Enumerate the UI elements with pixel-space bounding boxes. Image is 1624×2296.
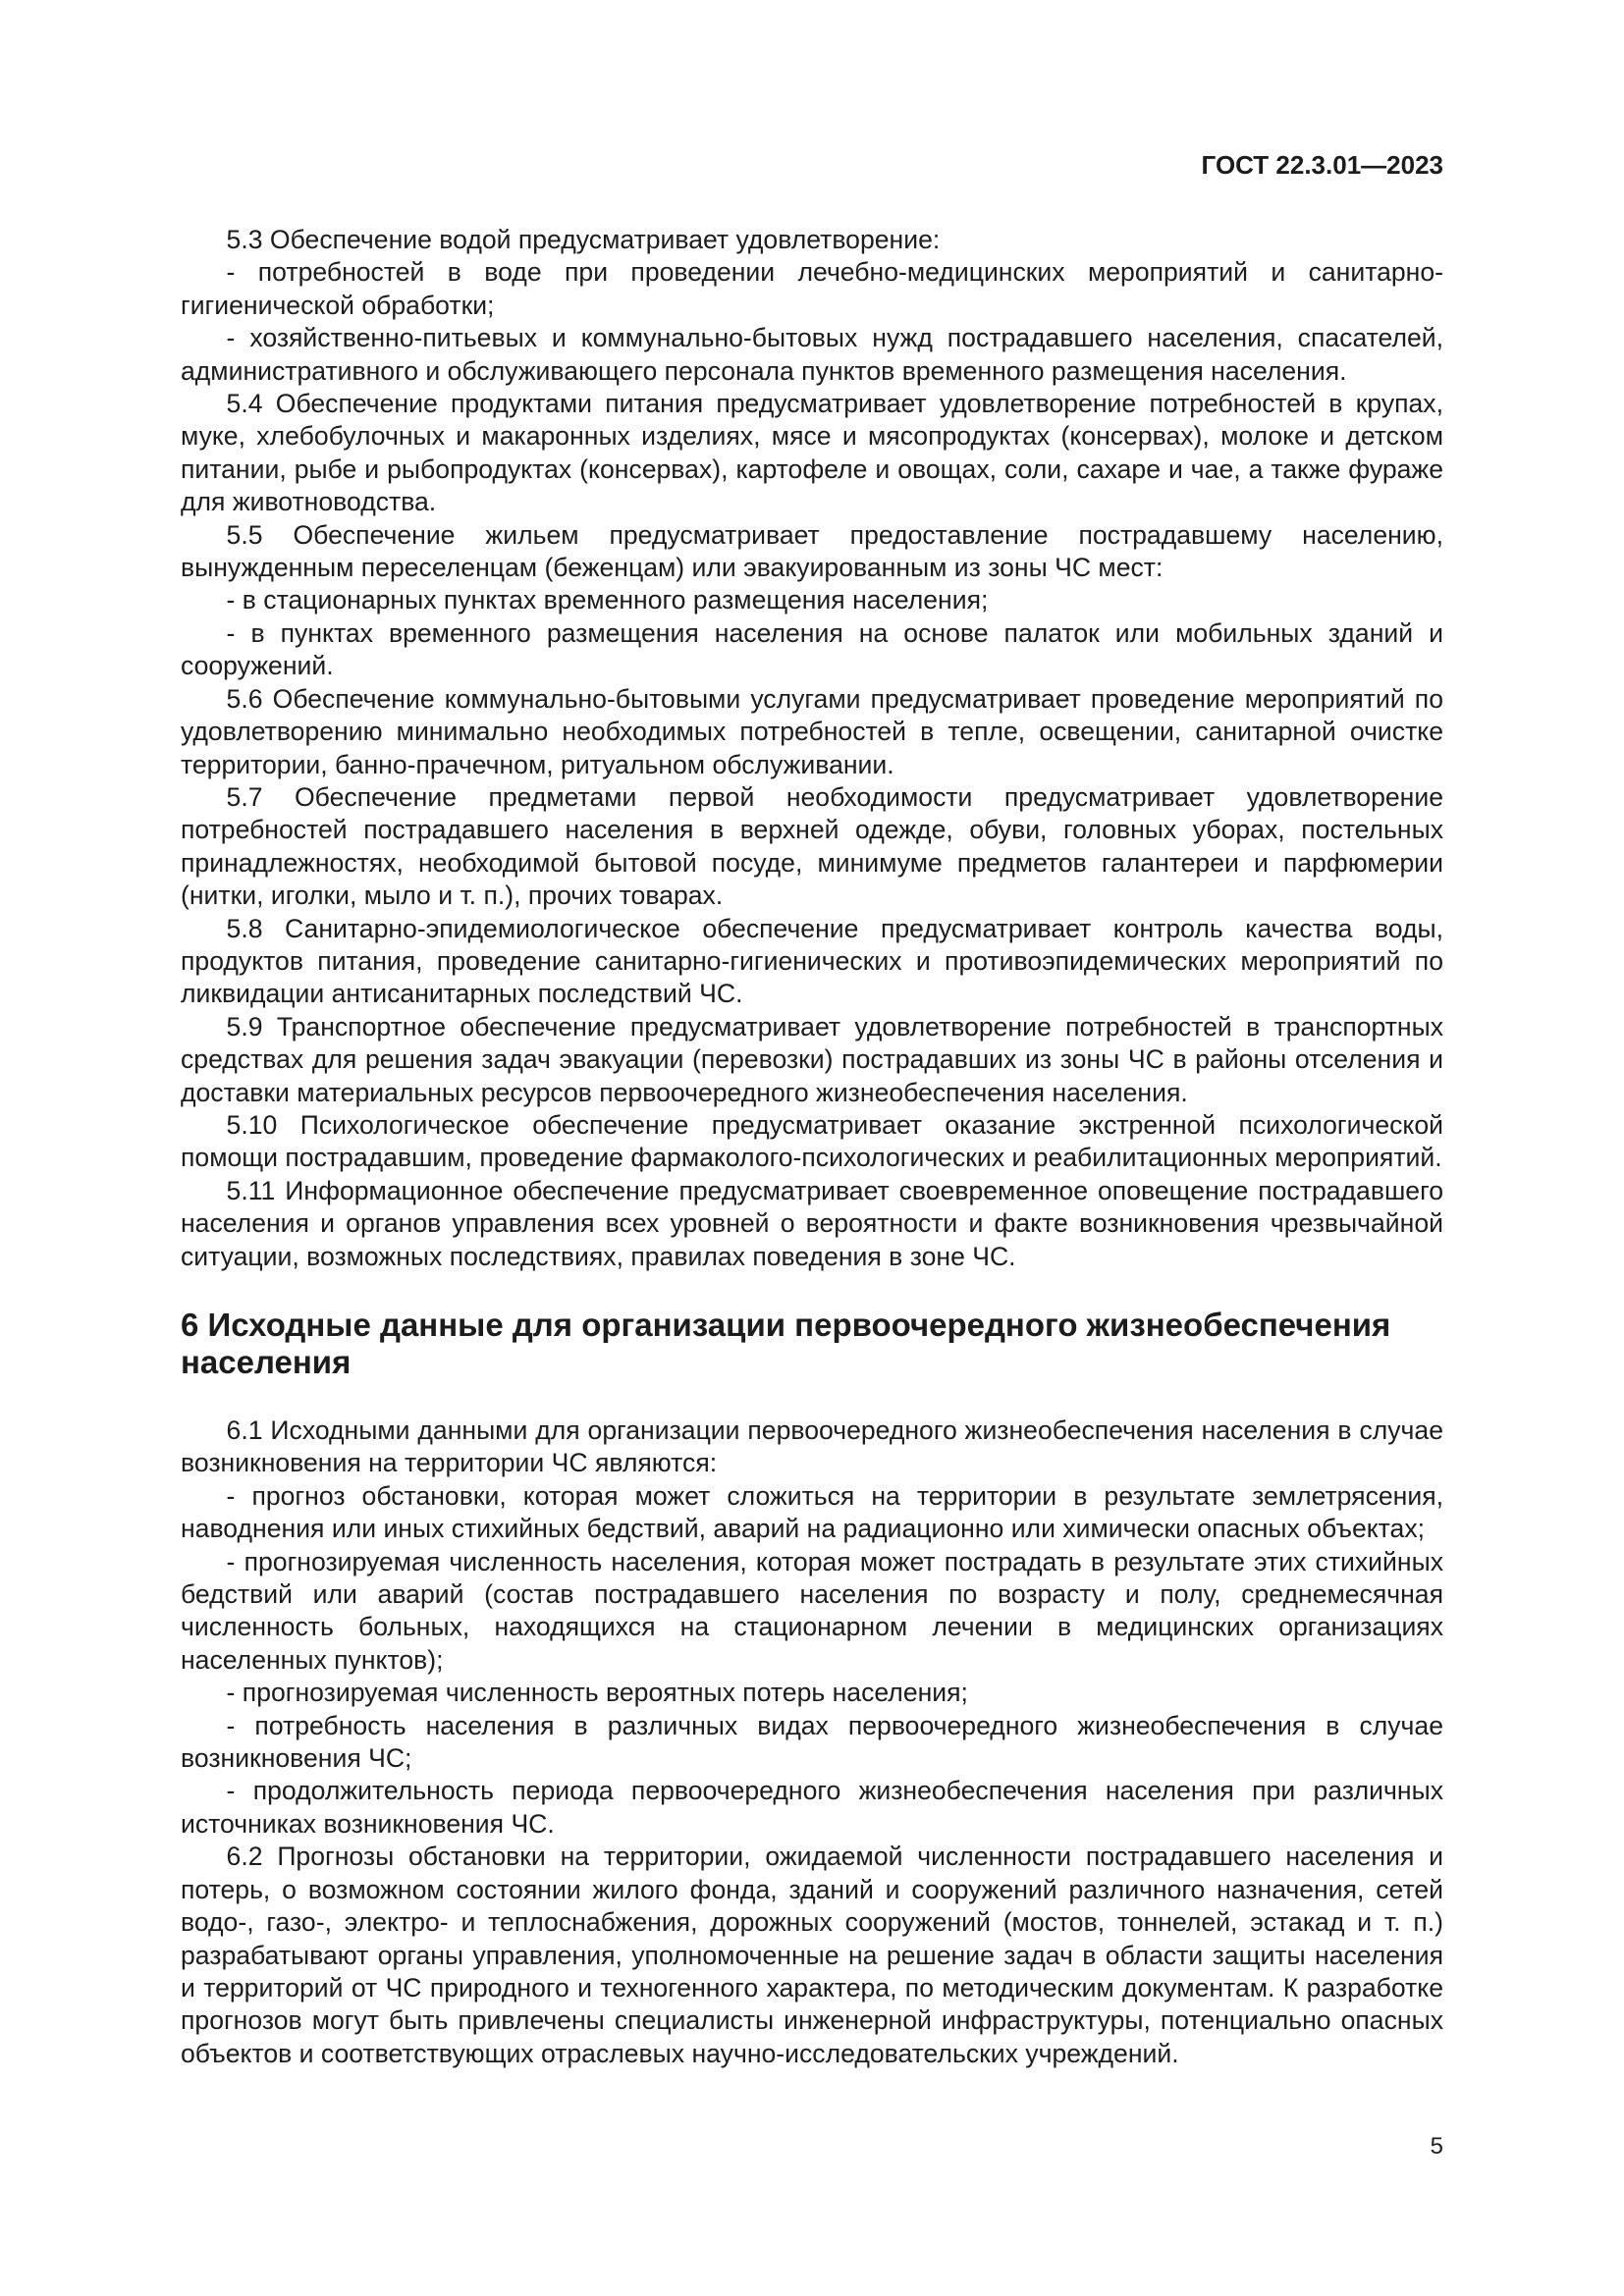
- page-number: 5: [1430, 2133, 1443, 2160]
- paragraph-5-9: 5.9 Транспортное обеспечение предусматривает удовлетворение потребностей в транспортных средствах для решения задач эвакуации (перевозки) пострадавших из зоны ЧС в районы отселения и доставки материальных ресурсов первоочередного жизнеобеспечения населения.: [181, 1011, 1443, 1107]
- document-body: [181, 224, 1443, 2070]
- paragraph-5-3: 5.3 Обеспечение водой предусматривает удовлетворение:: [226, 225, 941, 254]
- list-item: - продолжительность периода первоочередного жизнеобеспечения населения при различных источниках возникновения ЧС.: [181, 1776, 1443, 1839]
- paragraph-5-4: 5.4 Обеспечение продуктами питания предусматривает удовлетворение потребностей в крупах, муке, хлебобулочных и макаронных изделиях, мясе и мясопродуктах (консервах), молоке и детском питании, рыбе и рыбопродуктах (консервах), картофеле и овощах, соли, сахаре и чае, а также фураже для животноводства.: [181, 389, 1443, 517]
- list-item: - хозяйственно-питьевых и коммунально-бытовых нужд пострадавшего населения, спасателей, административного и обслуживающего персонала пунктов временного размещения населения.: [181, 323, 1443, 386]
- list-item: - потребность населения в различных видах первоочередного жизнеобеспечения в случае возникновения ЧС;: [181, 1710, 1443, 1774]
- list-item: - прогнозируемая численность населения, которая может пострадать в результате этих стихийных бедствий или аварий (состав пострадавшего населения по возрасту и полу, среднемесячная численность больных, находящихся на стационарном лечении в медицинских организациях населенных пунктов);: [181, 1546, 1443, 1675]
- paragraph-5-11: 5.11 Информационное обеспечение предусматривает своевременное оповещение пострадавшего населения и органов управления всех уровней о вероятности и факте возникновения чрезвычайной ситуации, возможных последствиях, правилах поведения в зоне ЧС.: [181, 1175, 1443, 1271]
- list-item: - потребностей в воде при проведении лечебно-медицинских мероприятий и санитарно-гигиенической обработки;: [181, 257, 1443, 320]
- section-6-heading: 6 Исходные данные для организации первоочередного жизнеобеспечения населения: [181, 1307, 1391, 1380]
- paragraph-5-6: 5.6 Обеспечение коммунально-бытовыми услугами предусматривает проведение мероприятий по удовлетворению минимально необходимых потребностей в тепле, освещении, санитарной очистке территории, банно-прачечном, ритуальном обслуживании.: [181, 683, 1443, 779]
- paragraph-5-8: 5.8 Санитарно-эпидемиологическое обеспечение предусматривает контроль качества воды, продуктов питания, проведение санитарно-гигиенических и противоэпидемических мероприятий по ликвидации антисанитарных последствий ЧС.: [181, 913, 1443, 1009]
- paragraph-6-1: 6.1 Исходными данными для организации первоочередного жизнеобеспечения населения в случае возникновения на территории ЧС являются:: [181, 1415, 1443, 1478]
- list-item: - прогнозируемая численность вероятных потерь населения;: [226, 1678, 968, 1708]
- document-code: ГОСТ 22.3.01—2023: [1201, 150, 1443, 180]
- list-item: - прогноз обстановки, которая может сложиться на территории в результате землетрясения, наводнения или иных стихийных бедствий, аварий на радиационно или химически опасных объектах;: [181, 1480, 1443, 1544]
- list-item: - в пунктах временного размещения населения на основе палаток или мобильных зданий и сооружений.: [181, 617, 1443, 681]
- paragraph-6-2: 6.2 Прогнозы обстановки на территории, ожидаемой численности пострадавшего населения и потерь, о возможном состоянии жилого фонда, зданий и сооружений различного назначения, сетей водо-, газо-, электро- и теплоснабжения, дорожных сооружений (мостов, тоннелей, эстакад и т. п.) разрабатывают органы управления, уполномоченные на решение задач в области защиты населения и территорий от ЧС природного и техногенного характера, по методическим документам. К разработке прогнозов могут быть привлечены специалисты инженерной инфраструктуры, потенциально опасных объектов и соответствующих отраслевых научно-исследовательских учреждений.: [181, 1842, 1443, 2068]
- paragraph-5-5: 5.5 Обеспечение жильем предусматривает предоставление пострадавшему населению, вынужденным переселенцам (беженцам) или эвакуированным из зоны ЧС мест:: [181, 519, 1443, 583]
- paragraph-5-10: 5.10 Психологическое обеспечение предусматривает оказание экстренной психологической помощи пострадавшим, проведение фармаколого-психологических и реабилитационных мероприятий.: [181, 1109, 1443, 1173]
- list-item: - в стационарных пунктах временного размещения населения;: [226, 585, 989, 615]
- paragraph-5-7: 5.7 Обеспечение предметами первой необходимости предусматривает удовлетворение потребностей пострадавшего населения в верхней одежде, обуви, головных уборах, постельных принадлежностях, необходимой бытовой посуде, минимуме предметов галантереи и парфюмерии (нитки, иголки, мыло и т. п.), прочих товарах.: [181, 781, 1443, 911]
